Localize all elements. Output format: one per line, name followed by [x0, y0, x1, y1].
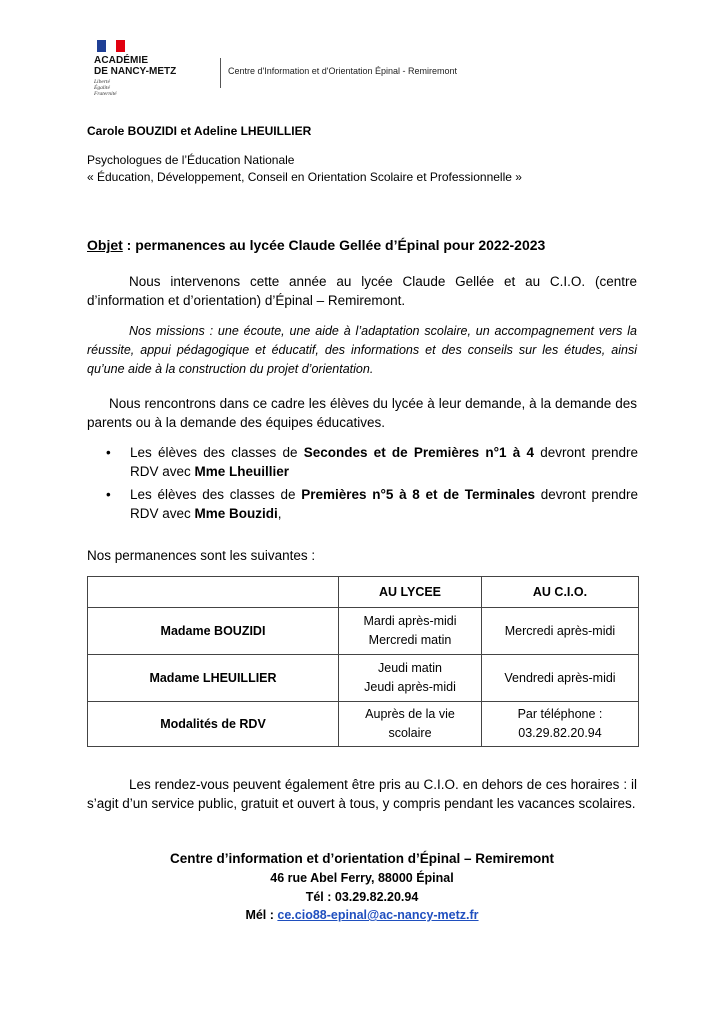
list-item — [106, 443, 638, 481]
cell-lycee — [339, 655, 482, 702]
missions-paragraph — [87, 322, 637, 379]
table-row — [88, 608, 639, 655]
header-divider — [220, 58, 221, 88]
subject-label: Objet — [87, 237, 123, 253]
table-header-lycee: AU LYCEE — [339, 577, 482, 608]
cell-line: Mercredi après-midi — [504, 623, 616, 638]
appointment-paragraph — [87, 775, 637, 813]
academy-logo — [94, 40, 224, 97]
cell-line: Par téléphone : — [517, 707, 603, 721]
role-line1: Psychologues de l’Éducation Nationale — [87, 153, 295, 167]
bullet-advisor: Mme Lheuillier — [194, 464, 290, 479]
table-row — [88, 655, 639, 702]
role-line2: « Éducation, Développement, Conseil en Orientation Scolaire et Professionnelle » — [87, 170, 522, 184]
bullet-classes: Secondes et de Premières n°1 à 4 — [303, 445, 534, 460]
meeting-text: Nous rencontrons dans ce cadre les élèves du lycée à leur demande, à la demande des parents ou à la demande des équipes éducatives. — [87, 396, 637, 430]
cell-line: 03.29.82.20.94 — [518, 726, 602, 740]
class-assignment-list — [106, 443, 638, 527]
email-link[interactable]: ce.cio88-epinal@ac-nancy-metz.fr — [277, 908, 479, 922]
footer-address: 46 rue Abel Ferry, 88000 Épinal — [270, 871, 454, 885]
cell-lycee — [339, 608, 482, 655]
authors: Carole BOUZIDI et Adeline LHEUILLIER — [87, 124, 312, 138]
bullet-classes: Premières n°5 à 8 et de Terminales — [301, 487, 536, 502]
cell-cio — [482, 608, 639, 655]
cell-lycee — [339, 702, 482, 747]
missions-text: Nos missions : une écoute, une aide à l’adaptation scolaire, un accompagnement vers la réussite, appui pédagogique et éducatif, des informations et des conseils sur les études, ainsi qu’une aide à la construction du projet d’orientation. — [87, 324, 637, 376]
logo-title-line2: DE NANCY-METZ — [94, 66, 177, 77]
table-intro: Nos permanences sont les suivantes : — [87, 548, 316, 563]
motto-liberte: Liberté — [94, 79, 110, 85]
logo-title-line1: ACADÉMIE — [94, 55, 149, 66]
footer-email — [87, 908, 637, 922]
cio-header-title: Centre d'Information et d'Orientation Épinal - Remiremont — [228, 66, 458, 76]
cell-line: Auprès de la vie — [365, 707, 455, 721]
cell-cio — [482, 702, 639, 747]
cell-line: Jeudi matin — [378, 661, 442, 675]
table-header-cio: AU C.I.O. — [482, 577, 639, 608]
bullet-icon: • — [106, 487, 111, 502]
schedule-table — [87, 576, 639, 747]
bullet-text: , — [277, 506, 282, 521]
bullet-icon: • — [106, 445, 111, 460]
row-name: Madame BOUZIDI — [88, 608, 339, 655]
email-label: Mél : — [245, 908, 278, 922]
bullet-text: devront prendre RDV avec — [130, 487, 639, 521]
bullet-text: devront prendre RDV avec — [130, 445, 638, 479]
french-flag-icon — [97, 40, 125, 52]
logo-motto — [94, 79, 224, 97]
subject-text: : permanences au lycée Claude Gellée d’Épinal pour 2022-2023 — [122, 237, 546, 253]
cell-line: scolaire — [388, 726, 432, 740]
cell-line: Mercredi matin — [368, 633, 452, 647]
cell-line: Mardi après-midi — [363, 614, 457, 628]
bullet-text: Les élèves des classes de — [130, 445, 304, 460]
meeting-paragraph — [87, 394, 637, 432]
bullet-advisor: Mme Bouzidi — [194, 506, 278, 521]
table-header-empty — [88, 577, 339, 608]
motto-egalite: Égalité — [94, 85, 110, 91]
list-item — [106, 485, 638, 523]
footer-phone: Tél : 03.29.82.20.94 — [305, 890, 419, 904]
subject-line — [87, 236, 545, 255]
footer-cio-name: Centre d’information et d’orientation d’Épinal – Remiremont — [169, 851, 555, 866]
cell-line: Jeudi après-midi — [364, 680, 456, 694]
intro-paragraph — [87, 272, 637, 310]
appointment-text: Les rendez-vous peuvent également être pris au C.I.O. en dehors de ces horaires : il s’agit d’un service public, gratuit et ouvert à tous, y compris pendant les vacances scolaires. — [87, 777, 637, 811]
motto-fraternite: Fraternité — [94, 91, 117, 97]
row-name: Modalités de RDV — [88, 702, 339, 747]
intro-text: Nous intervenons cette année au lycée Claude Gellée et au C.I.O. (centre d’information et d’orientation) d’Épinal – Remiremont. — [87, 274, 637, 308]
row-name: Madame LHEUILLIER — [88, 655, 339, 702]
table-row — [88, 702, 639, 747]
table-header-row — [88, 577, 639, 608]
cell-line: Vendredi après-midi — [504, 670, 616, 685]
cell-cio — [482, 655, 639, 702]
bullet-text: Les élèves des classes de — [130, 487, 302, 502]
